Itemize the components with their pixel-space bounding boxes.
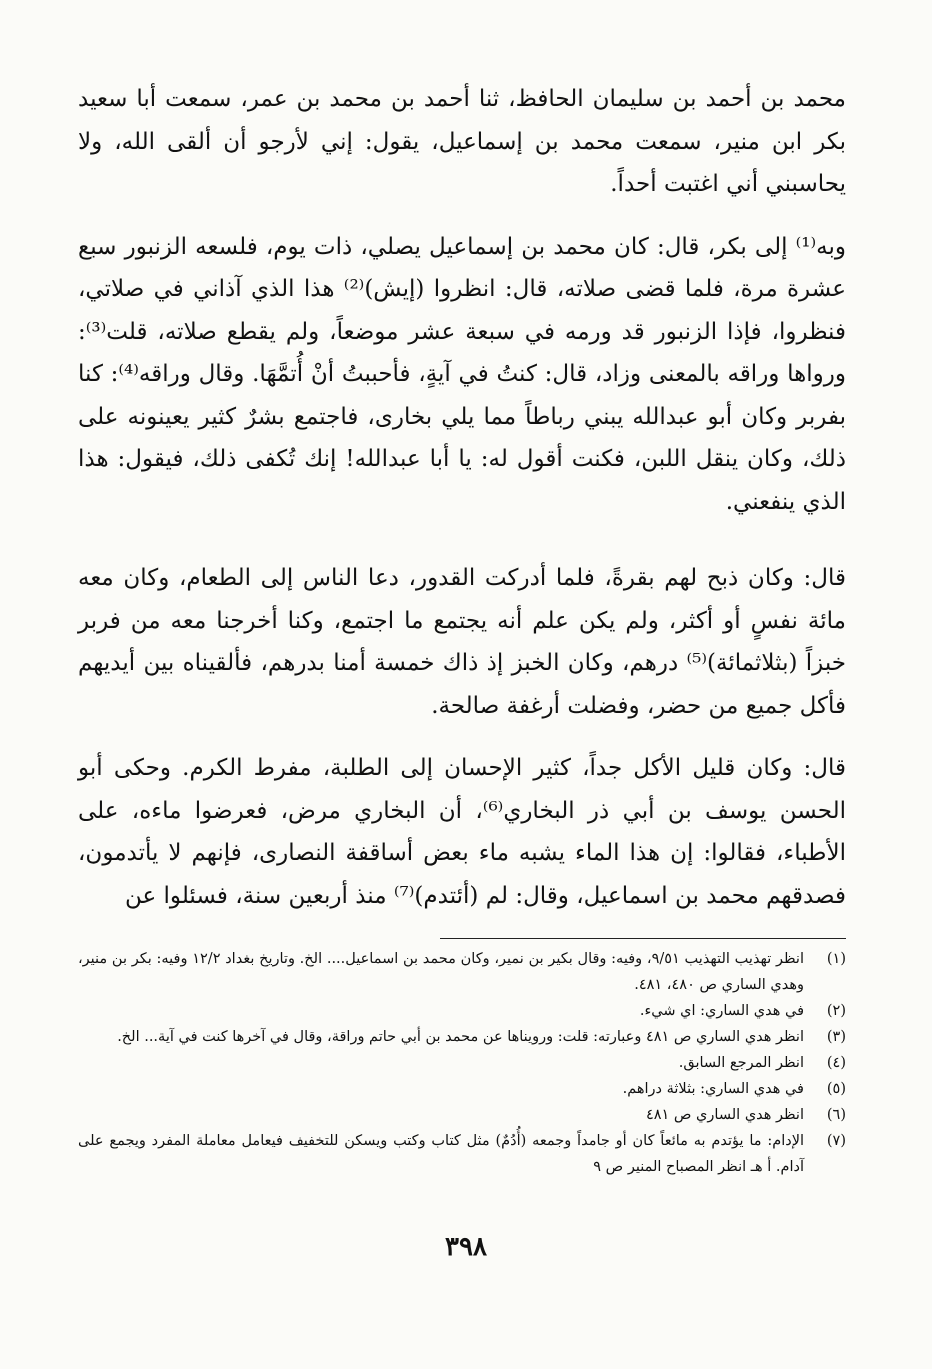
- footnote-text: انظر هدي الساري ص ٤٨١: [645, 1107, 804, 1123]
- footnote-2: [78, 998, 846, 1024]
- footnote-text: في هدي الساري: بثلاثة دراهم.: [622, 1081, 804, 1097]
- paragraph-1: محمد بن أحمد بن سليمان الحافظ، ثنا أحمد بن محمد بن عمر، سمعت أبا سعيد بكر ابن منير، سمعت محمد بن إسماعيل، يقول: إني لأرجو أن ألقى الله، ولا يحاسبني أني اغتبت أحداً.: [78, 86, 846, 197]
- footnote-number: (٤): [826, 1055, 846, 1071]
- footnote-text: انظر هدي الساري ص ٤٨١ وعبارته: قلت: ورويناها عن محمد بن أبي حاتم وراقة، وقال في آخرها كنت في آية... الخ.: [117, 1029, 804, 1045]
- footnotes: [78, 946, 846, 1180]
- paragraph-3: قال: وكان ذبح لهم بقرةً، فلما أدركت القدور، دعا الناس إلى الطعام، وكان معه مائة نفسٍ أو أكثر، ولم يكن علم أنه يجتمع ما اجتمع، وكنا أخرجنا معه من فربر خبزاً (بثلاثمائة)⁽⁵⁾ درهم، وكان الخبز إذ ذاك خمسة أمنا بدرهم، فألقيناه بين أيديهم فأكل جميع من حضر، وفضلت أرغفة صالحة.: [78, 565, 846, 719]
- footnote-7: [78, 1128, 846, 1180]
- footnote-divider: [440, 938, 846, 939]
- footnote-6: [78, 1102, 846, 1128]
- footnote-text: انظر تهذيب التهذيب ٩/٥١، وفيه: وقال بكير بن نمير، وكان محمد بن اسماعيل.... الخ. وتاريخ بغداد ١٢/٢ وفيه: بكر بن منير، وهدي الساري ص ٤٨٠، ٤٨١.: [78, 951, 804, 993]
- footnote-text: الإدام: ما يؤتدم به مائعاً كان أو جامداً وجمعه (أُدُمٌ) مثل كتاب وكتب ويسكن للتخفيف فيعامل معاملة المفرد ويجمع على آدام. أ هـ انظر المصباح المنير ص ٩: [78, 1133, 804, 1175]
- footnote-text: في هدي الساري: اي شيء.: [639, 1003, 804, 1019]
- footnote-5: [78, 1076, 846, 1102]
- footnote-number: (٦): [826, 1107, 846, 1123]
- footnote-number: (٣): [826, 1029, 846, 1045]
- footnote-1: [78, 946, 846, 998]
- footnote-text: انظر المرجع السابق.: [678, 1055, 804, 1071]
- footnote-number: (٢): [826, 1003, 846, 1019]
- footnote-number: (٧): [826, 1133, 846, 1149]
- footnote-number: (١): [826, 951, 846, 967]
- page-number: ٣٩٨: [445, 1232, 487, 1262]
- footnote-number: (٥): [826, 1081, 846, 1097]
- paragraph-4: قال: وكان قليل الأكل جداً، كثير الإحسان إلى الطلبة، مفرط الكرم. وحكى أبو الحسن يوسف بن أبي ذر البخاري⁽⁶⁾، أن البخاري مرض، فعرضوا ماءه، على الأطباء، فقالوا: إن هذا الماء يشبه ماء بعض أساقفة النصارى، فإنهم لا يأتدمون، فصدقهم محمد بن اسماعيل، وقال: لم (أئتدم)⁽⁷⁾ منذ أربعين سنة، فسئلوا عن: [78, 755, 846, 909]
- footnote-4: [78, 1050, 846, 1076]
- paragraph-2: وبه⁽¹⁾ إلى بكر، قال: كان محمد بن إسماعيل يصلي، ذات يوم، فلسعه الزنبور سبع عشرة مرة، فلما قضى صلاته، قال: انظروا (إيش)⁽²⁾ هذا الذي آذاني في صلاتي، فنظروا، فإذا الزنبور قد ورمه في سبعة عشر موضعاً، ولم يقطع صلاته، قلت⁽³⁾: ورواها وراقه بالمعنى وزاد، قال: كنتُ في آيةٍ، فأحببتُ أنْ أُتمَّهَا. وقال وراقه⁽⁴⁾: كنا بفربر وكان أبو عبدالله يبني رباطاً مما يلي بخارى، فاجتمع بشرٌ كثير يعينونه على ذلك، وكان ينقل اللبن، فكنت أقول له: يا أبا عبدالله! إنك تُكفى ذلك، فيقول: هذا الذي ينفعني.: [78, 233, 846, 515]
- main-text: [78, 78, 846, 917]
- footnote-3: [78, 1024, 846, 1050]
